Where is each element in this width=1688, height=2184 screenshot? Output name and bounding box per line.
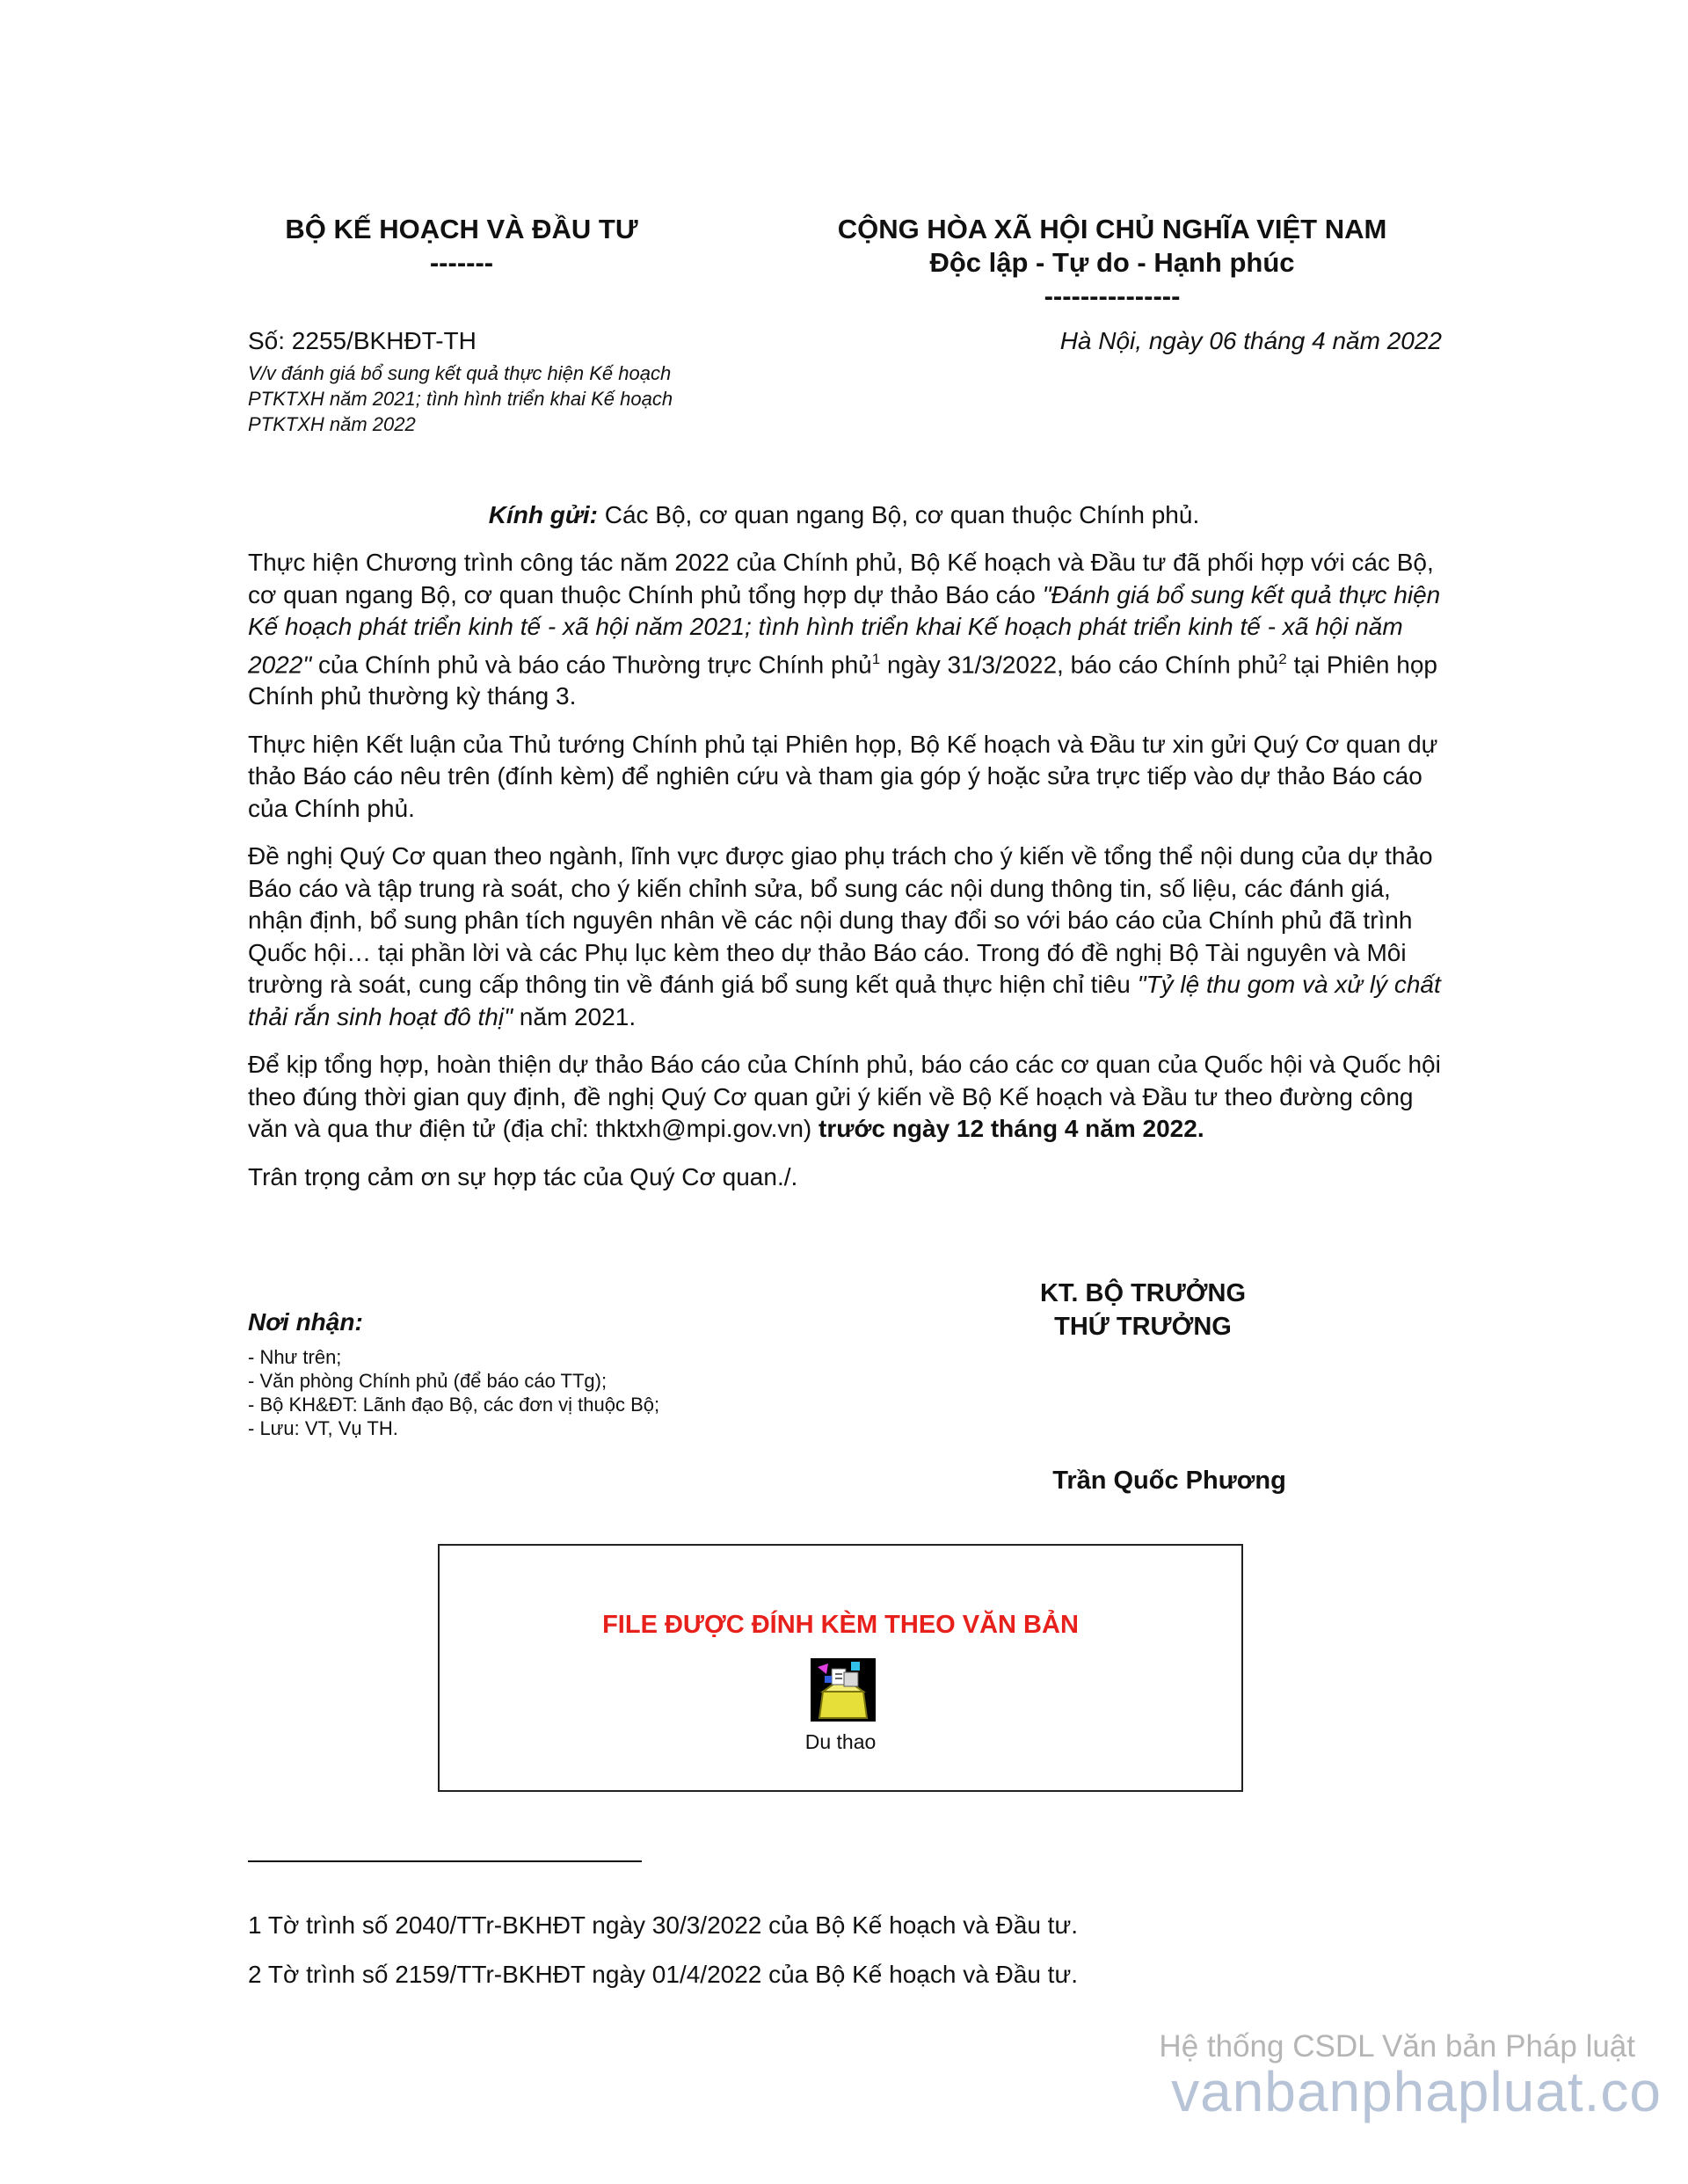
- recipients-list: [248, 1345, 659, 1440]
- body-paragraph-2: Thực hiện Kết luận của Thủ tướng Chính phủ tại Phiên họp, Bộ Kế hoạch và Đầu tư xin gửi Quý Cơ quan dự thảo Báo cáo nêu trên (đính kèm) để nghiên cứu và tham gia góp ý hoặc sửa trực tiếp vào dự thảo Báo cáo của Chính phủ.: [248, 730, 1438, 822]
- document-body: [248, 547, 1444, 1209]
- national-title-block: [756, 213, 1468, 313]
- motto-rule: ---------------: [1044, 280, 1181, 311]
- body-paragraph-5: Trân trọng cảm ơn sự hợp tác của Quý Cơ quan./.: [248, 1162, 798, 1190]
- footnote-ref-2[interactable]: 2: [1278, 650, 1287, 667]
- document-subject: V/v đánh giá bổ sung kết quả thực hiện Kế hoạch PTKTXH năm 2021; tình hình triển khai Kế hoạch PTKTXH năm 2022: [248, 362, 673, 435]
- recipient-item: - Lưu: VT, Vụ TH.: [248, 1417, 398, 1439]
- file-package-icon[interactable]: [809, 1656, 877, 1723]
- p1-report-title: "Đánh giá bổ sung kết quả thực hiện Kế hoạch phát triển kinh tế - xã hội năm 2021; tình hình triển khai Kế hoạch phát triển kinh tế - xã hội năm 2022": [248, 580, 1441, 678]
- motto: Độc lập - Tự do - Hạnh phúc: [929, 247, 1295, 278]
- body-paragraph-4: [248, 1049, 1444, 1146]
- addressee-text: Các Bộ, cơ quan ngang Bộ, cơ quan thuộc Chính phủ.: [597, 501, 1200, 528]
- footnote-2: 2 Tờ trình số 2159/TTr-BKHĐT ngày 01/4/2022 của Bộ Kế hoạch và Đầu tư.: [248, 1961, 1078, 1988]
- attachment-file-label[interactable]: Du thao: [804, 1730, 877, 1753]
- file-package-icon-graphic: [809, 1656, 877, 1723]
- p4-deadline: trước ngày 12 tháng 4 năm 2022.: [819, 1115, 1204, 1143]
- footnote-ref-1[interactable]: 1: [871, 650, 881, 667]
- ministry-name: BỘ KẾ HOẠCH VÀ ĐẦU TƯ: [285, 214, 638, 244]
- p4-text-a: Để kịp tổng hợp, hoàn thiện dự thảo Báo cáo của Chính phủ, báo cáo các cơ quan của Quốc hội và Quốc hội theo đúng thời gian quy định, đề nghị Quý Cơ quan gửi ý kiến về Bộ Kế hoạch và Đầu tư theo đường công văn và qua thư điện tử (địa chỉ: thktxh@mpi.gov.vn): [248, 1051, 1441, 1143]
- nation-name: CỘNG HÒA XÃ HỘI CHỦ NGHĨA VIỆT NAM: [837, 214, 1387, 244]
- p1-text-a: Thực hiện Chương trình công tác năm 2022 của Chính phủ, Bộ Kế hoạch và Đầu tư đã phối hợp với các Bộ, cơ quan ngang Bộ, cơ quan thuộc Chính phủ tổng hợp dự thảo Báo cáo: [248, 549, 1434, 608]
- document-number: Số: 2255/BKHĐT-TH: [248, 327, 477, 354]
- footnote-separator: [248, 1860, 642, 1862]
- p3-text-a: Đề nghị Quý Cơ quan theo ngành, lĩnh vực được giao phụ trách cho ý kiến về tổng thể nội dung của dự thảo Báo cáo và tập trung rà soát, cho ý kiến chỉnh sửa, bổ sung các nội dung thông tin, số liệu, các đánh giá, nhận định, bổ sung phân tích nguyên nhân về các nội dung thay đổi so với báo cáo của Chính phủ đã trình Quốc hội… tại phần lời và các Phụ lục kèm theo dự thảo Báo cáo. Trong đó đề nghị Bộ Tài nguyên và Môi trường rà soát, cung cấp thông tin về đánh giá bổ sung kết quả thực hiện chỉ tiêu: [248, 842, 1433, 999]
- recipient-item: - Văn phòng Chính phủ (để báo cáo TTg);: [248, 1370, 608, 1392]
- body-paragraph-3: [248, 841, 1444, 1033]
- recipient-item: - Như trên;: [248, 1346, 342, 1368]
- signature-title-1: KT. BỘ TRƯỞNG: [1039, 1279, 1247, 1307]
- footnote-1: 1 Tờ trình số 2040/TTr-BKHĐT ngày 30/3/2022 của Bộ Kế hoạch và Đầu tư.: [248, 1911, 1078, 1939]
- signature-title-2: THỨ TRƯỞNG: [1054, 1313, 1232, 1341]
- issue-date: Hà Nội, ngày 06 tháng 4 năm 2022: [1059, 327, 1442, 354]
- p1-text-e: tại Phiên họp Chính phủ thường kỳ tháng 3.: [248, 650, 1437, 710]
- signer-name: Trần Quốc Phương: [1052, 1467, 1286, 1495]
- watermark-site: vanbanphapluat.co: [1171, 2060, 1662, 2123]
- p3-indicator-name: "Tỷ lệ thu gom và xử lý chất thải rắn sinh hoạt đô thị": [248, 971, 1441, 1030]
- p1-text-c: của Chính phủ và báo cáo Thường trực Chính phủ: [311, 650, 872, 678]
- p1-text-d: ngày 31/3/2022, báo cáo Chính phủ: [880, 650, 1279, 678]
- body-paragraph-1: [248, 547, 1444, 713]
- recipient-item: - Bộ KH&ĐT: Lãnh đạo Bộ, các đơn vị thuộc Bộ;: [248, 1394, 660, 1416]
- addressee-label: Kính gửi:: [488, 501, 598, 528]
- addressee-line: [246, 501, 1442, 529]
- recipients-title: Nơi nhận:: [248, 1308, 363, 1336]
- p3-text-c: năm 2021.: [513, 1002, 637, 1030]
- watermark-caption: Hệ thống CSDL Văn bản Pháp luật: [1159, 2029, 1635, 2064]
- attachment-title: FILE ĐƯỢC ĐÍNH KÈM THEO VĂN BẢN: [602, 1611, 1079, 1639]
- issuing-authority-block: [246, 213, 677, 280]
- signature-block: [932, 1277, 1354, 1343]
- attachment-box: [438, 1544, 1243, 1792]
- ministry-rule: -------: [429, 247, 494, 278]
